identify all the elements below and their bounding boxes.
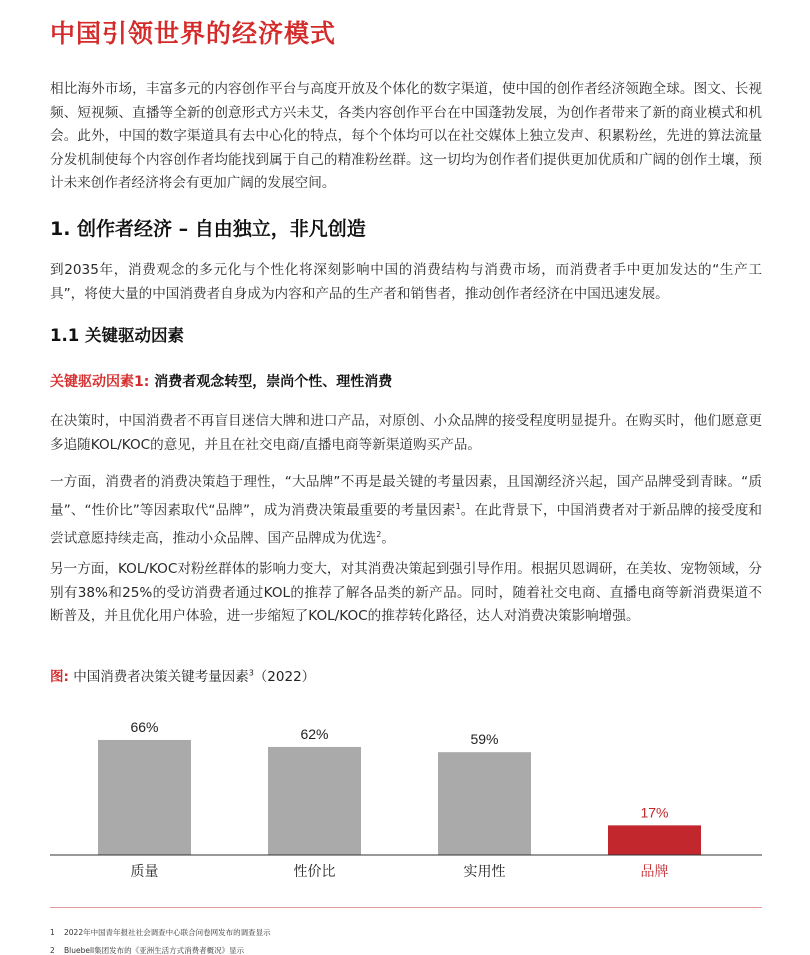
- driver-title: 消费者观念转型，崇尚个性、理性消费: [154, 374, 393, 390]
- bar-value-label-4: 17%: [640, 804, 669, 821]
- bar-4: [608, 825, 701, 855]
- footnote-2-text: Bluebell集团发布的《亚洲生活方式消费者概况》显示: [64, 946, 245, 955]
- section-heading: 1. 创作者经济 – 自由独立，非凡创造: [50, 218, 366, 240]
- body-paragraph-2-part-c: 。: [381, 530, 395, 547]
- category-label-4: 品牌: [640, 864, 669, 880]
- body-paragraph-2-part-b: 。在此背景下，中国消费者对于新品牌的接受度和尝试意愿持续走高，推动小众品牌、国产品牌成为优选: [50, 502, 762, 547]
- footer-divider: [50, 907, 762, 908]
- figure-caption: [50, 665, 315, 685]
- footnote-ref-1: 1: [455, 501, 461, 511]
- section-paragraph: 到2035年，消费观念的多元化与个性化将深刻影响中国的消费结构与消费市场，而消费者手中更加发达的“生产工具”，将使大量的中国消费者自身成为内容和产品的生产者和销售者，推动创作者经济在中国迅速发展。: [50, 262, 762, 302]
- driver-heading: [50, 371, 392, 391]
- footnote-ref-2: 2: [376, 529, 382, 539]
- category-label-1: 质量: [130, 864, 159, 880]
- footnote-1: [50, 927, 271, 938]
- bar-1: [98, 740, 191, 855]
- bar-value-label-2: 62%: [300, 725, 329, 742]
- figure-footnote-ref: 3: [248, 668, 254, 678]
- footnote-1-number: 1: [50, 928, 55, 937]
- bar-3: [438, 752, 531, 855]
- body-paragraph-3: 另一方面，KOL/KOC对粉丝群体的影响力变大，对其消费决策起到强引导作用。根据贝恩调研，在美妆、宠物领域，分别有38%和25%的受访消费者通过KOL的推荐了解各品类的新产品。同时，随着社交电商、直播电商等新消费渠道不断普及，并且优化用户体验，进一步缩短了KOL/KOC的推荐转化路径，达人对消费决策影响增强。: [50, 561, 762, 624]
- category-label-3: 实用性: [463, 864, 506, 880]
- footnote-1-text: 2022年中国青年报社社会调查中心联合问卷网发布的调查显示: [64, 928, 271, 937]
- body-paragraph-2-part-a: 一方面，消费者的消费决策趋于理性，“大品牌”不再是最关键的考量因素，且国潮经济兴起，国产品牌受到青睐。“质量”、“性价比”等因素取代“品牌”，成为消费决策最重要的考量因素: [50, 474, 762, 519]
- body-paragraph-1: 在决策时，中国消费者不再盲目迷信大牌和进口产品，对原创、小众品牌的接受程度明显提升。在购买时，他们愿意更多追随KOL/KOC的意见，并且在社交电商/直播电商等新渠道购买产品。: [50, 413, 762, 453]
- subsection-heading: 1.1 关键驱动因素: [50, 326, 184, 345]
- body-paragraph-2: [50, 471, 762, 551]
- bar-2: [268, 747, 361, 855]
- driver-label: 关键驱动因素1:: [50, 374, 150, 390]
- bar-chart: [50, 700, 762, 890]
- figure-year: （2022）: [253, 669, 316, 685]
- category-label-2: 性价比: [293, 864, 336, 880]
- footnote-2: [50, 945, 244, 955]
- figure-title: 中国消费者决策关键考量因素: [68, 669, 249, 685]
- bar-value-label-1: 66%: [130, 718, 159, 735]
- bar-value-label-3: 59%: [470, 731, 499, 748]
- page-title: 中国引领世界的经济模式: [50, 19, 337, 48]
- intro-paragraph: 相比海外市场，丰富多元的内容创作平台与高度开放及个体化的数字渠道，使中国的创作者经济领跑全球。图文、长视频、短视频、直播等全新的创意形式方兴未艾，各类内容创作平台在中国蓬勃发展，为创作者带来了新的商业模式和机会。此外，中国的数字渠道具有去中心化的特点，每个个体均可以在社交媒体上独立发声、积累粉丝，先进的算法流量分发机制使每个内容创作者均能找到属于自己的精准粉丝群。这一切均为创作者们提供更加优质和广阔的创作土壤，预计未来创作者经济将会有更加广阔的发展空间。: [50, 81, 762, 191]
- figure-label: 图:: [50, 669, 69, 685]
- footnote-2-number: 2: [50, 946, 55, 955]
